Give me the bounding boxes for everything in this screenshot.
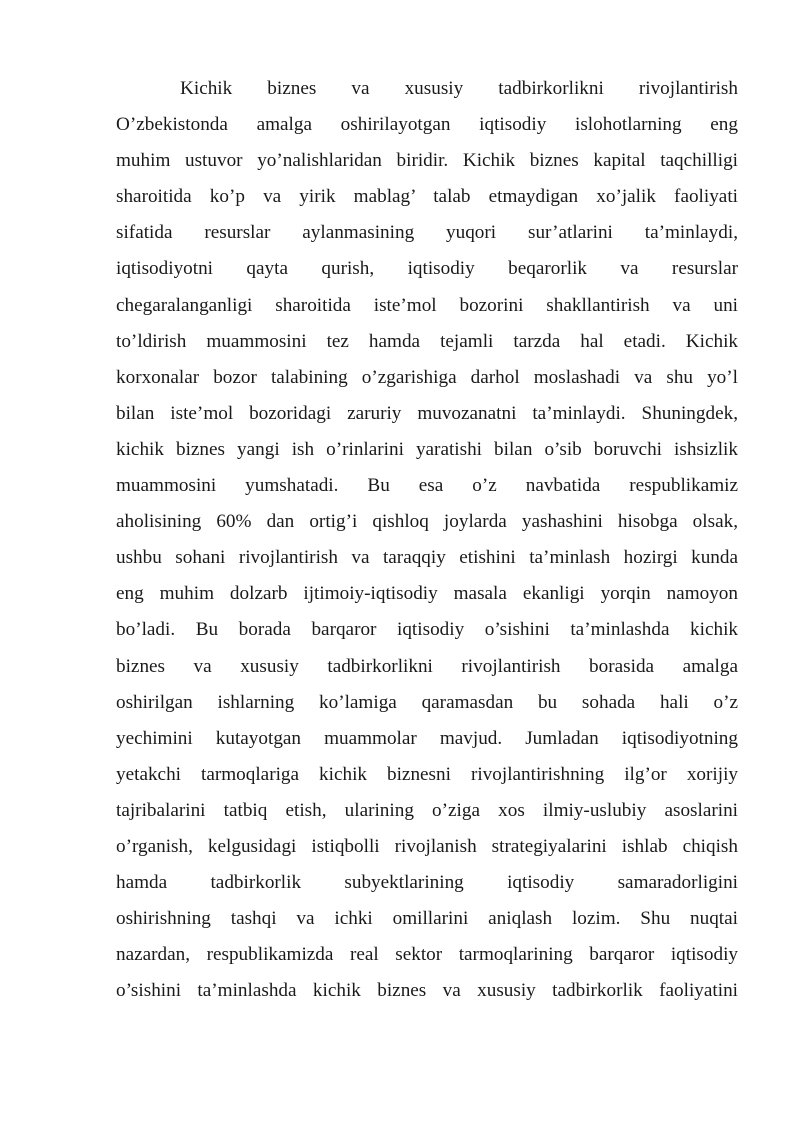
text-line: Kichik biznes va xususiy tadbirkorlikni rivojlantirish [180,78,738,99]
text-line: nazardan, respublikamizda real sektor tarmoqlarining barqaror iqtisodiy [116,944,738,966]
text-line: hamda tadbirkorlik subyektlarining iqtisodiy samaradorligini [116,872,738,894]
text-line: oshirilgan ishlarning ko’lamiga qaramasdan bu sohada hali o’z [116,691,738,713]
text-line: chegaralanganligi sharoitida iste’mol bozorini shakllantirish va uni [116,294,738,316]
text-line: sifatida resurslar aylanmasining yuqori sur’atlarini ta’minlaydi, [116,222,738,244]
text-line: yetakchi tarmoqlariga kichik biznesni rivojlantirishning ilg’or xorijiy [116,763,738,785]
document-page [116,71,738,1009]
text-line: aholisining 60% dan ortig’i qishloq joylarda yashashini hisobga olsak, [116,511,738,533]
text-line: biznes va xususiy tadbirkorlikni rivojlantirish borasida amalga [116,655,738,677]
text-line: to’ldirish muammosini tez hamda tejamli tarzda hal etadi. Kichik [116,330,738,352]
text-line: oshirishning tashqi va ichki omillarini aniqlash lozim. Shu nuqtai [116,908,738,930]
text-line: o’rganish, kelgusidagi istiqbolli rivojlanish strategiyalarini ishlab chiqish [116,835,738,857]
text-line: muhim ustuvor yo’nalishlaridan biridir. Kichik biznes kapital taqchilligi [116,150,738,172]
text-line: muammosini yumshatadi. Bu esa o’z navbatida respublikamiz [116,475,738,497]
text-line: bilan iste’mol bozoridagi zaruriy muvozanatni ta’minlaydi. Shuningdek, [116,402,738,424]
text-line: iqtisodiyotni qayta qurish, iqtisodiy beqarorlik va resurslar [116,258,738,280]
text-line: tajribalarini tatbiq etish, ularining o’ziga xos ilmiy-uslubiy asoslarini [116,799,738,821]
body-paragraph [116,71,738,1009]
text-line: kichik biznes yangi ish o’rinlarini yaratishi bilan o’sib boruvchi ishsizlik [116,438,738,460]
text-line: sharoitida ko’p va yirik mablag’ talab etmaydigan xo’jalik faoliyati [116,186,738,208]
text-line: eng muhim dolzarb ijtimoiy-iqtisodiy masala ekanligi yorqin namoyon [116,583,738,605]
text-line: bo’ladi. Bu borada barqaror iqtisodiy o’sishini ta’minlashda kichik [116,619,738,641]
text-line: yechimini kutayotgan muammolar mavjud. Jumladan iqtisodiyotning [116,727,738,749]
text-line: korxonalar bozor talabining o’zgarishiga darhol moslashadi va shu yo’l [116,366,738,388]
text-line: ushbu sohani rivojlantirish va taraqqiy etishini ta’minlash hozirgi kunda [116,547,738,569]
text-line: o’sishini ta’minlashda kichik biznes va xususiy tadbirkorlik faoliyatini [116,980,738,1002]
text-line: O’zbekistonda amalga oshirilayotgan iqtisodiy islohotlarning eng [116,114,738,136]
